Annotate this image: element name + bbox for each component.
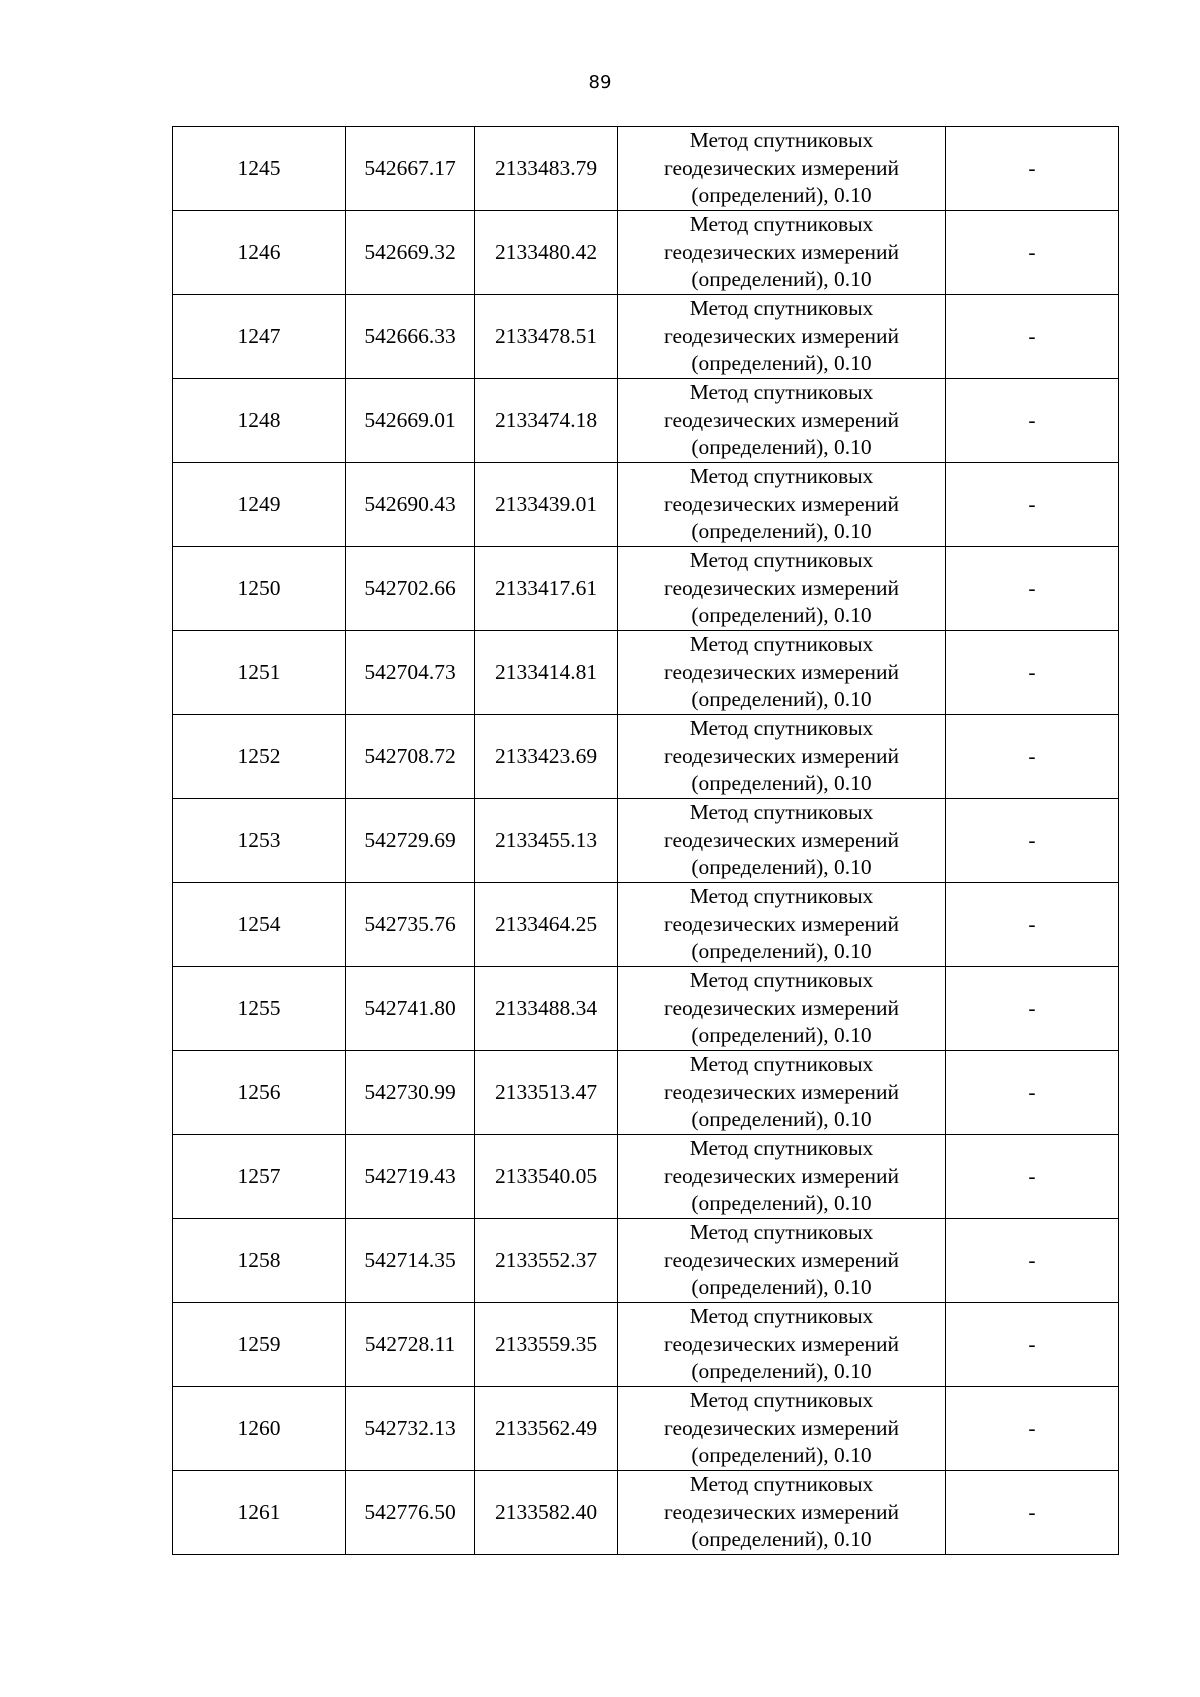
y-coordinate-cell: 2133423.69 <box>475 715 618 799</box>
table-row <box>173 547 1119 631</box>
point-number-cell: 1249 <box>173 463 346 547</box>
table-row <box>173 127 1119 211</box>
y-coordinate-cell: 2133478.51 <box>475 295 618 379</box>
method-accuracy-cell: Метод спутниковых геодезических измерений (определений), 0.10 <box>618 1219 946 1303</box>
description-cell: - <box>946 631 1119 715</box>
table-row <box>173 1219 1119 1303</box>
y-coordinate-cell: 2133488.34 <box>475 967 618 1051</box>
description-cell: - <box>946 967 1119 1051</box>
method-accuracy-cell: Метод спутниковых геодезических измерений (определений), 0.10 <box>618 1135 946 1219</box>
method-accuracy-cell: Метод спутниковых геодезических измерений (определений), 0.10 <box>618 127 946 211</box>
y-coordinate-cell: 2133464.25 <box>475 883 618 967</box>
method-accuracy-cell: Метод спутниковых геодезических измерений (определений), 0.10 <box>618 967 946 1051</box>
y-coordinate-cell: 2133540.05 <box>475 1135 618 1219</box>
y-coordinate-cell: 2133439.01 <box>475 463 618 547</box>
x-coordinate-cell: 542704.73 <box>346 631 475 715</box>
method-accuracy-cell: Метод спутниковых геодезических измерений (определений), 0.10 <box>618 1051 946 1135</box>
y-coordinate-cell: 2133552.37 <box>475 1219 618 1303</box>
page-number: 89 <box>588 72 612 93</box>
description-cell: - <box>946 1219 1119 1303</box>
x-coordinate-cell: 542702.66 <box>346 547 475 631</box>
point-number-cell: 1252 <box>173 715 346 799</box>
x-coordinate-cell: 542776.50 <box>346 1471 475 1555</box>
point-number-cell: 1247 <box>173 295 346 379</box>
table-row <box>173 715 1119 799</box>
table-row <box>173 379 1119 463</box>
point-number-cell: 1248 <box>173 379 346 463</box>
method-accuracy-cell: Метод спутниковых геодезических измерений (определений), 0.10 <box>618 715 946 799</box>
method-accuracy-cell: Метод спутниковых геодезических измерений (определений), 0.10 <box>618 1303 946 1387</box>
point-number-cell: 1251 <box>173 631 346 715</box>
description-cell: - <box>946 1303 1119 1387</box>
method-accuracy-cell: Метод спутниковых геодезических измерений (определений), 0.10 <box>618 1471 946 1555</box>
x-coordinate-cell: 542719.43 <box>346 1135 475 1219</box>
table-row <box>173 1303 1119 1387</box>
y-coordinate-cell: 2133455.13 <box>475 799 618 883</box>
table-row <box>173 631 1119 715</box>
x-coordinate-cell: 542728.11 <box>346 1303 475 1387</box>
x-coordinate-cell: 542708.72 <box>346 715 475 799</box>
description-cell: - <box>946 883 1119 967</box>
method-accuracy-cell: Метод спутниковых геодезических измерений (определений), 0.10 <box>618 1387 946 1471</box>
x-coordinate-cell: 542690.43 <box>346 463 475 547</box>
y-coordinate-cell: 2133474.18 <box>475 379 618 463</box>
method-accuracy-cell: Метод спутниковых геодезических измерений (определений), 0.10 <box>618 379 946 463</box>
x-coordinate-cell: 542741.80 <box>346 967 475 1051</box>
table-row <box>173 463 1119 547</box>
table-row <box>173 883 1119 967</box>
x-coordinate-cell: 542666.33 <box>346 295 475 379</box>
y-coordinate-cell: 2133513.47 <box>475 1051 618 1135</box>
x-coordinate-cell: 542730.99 <box>346 1051 475 1135</box>
method-accuracy-cell: Метод спутниковых геодезических измерений (определений), 0.10 <box>618 883 946 967</box>
description-cell: - <box>946 211 1119 295</box>
point-number-cell: 1257 <box>173 1135 346 1219</box>
method-accuracy-cell: Метод спутниковых геодезических измерений (определений), 0.10 <box>618 463 946 547</box>
description-cell: - <box>946 1135 1119 1219</box>
point-number-cell: 1255 <box>173 967 346 1051</box>
y-coordinate-cell: 2133417.61 <box>475 547 618 631</box>
y-coordinate-cell: 2133480.42 <box>475 211 618 295</box>
x-coordinate-cell: 542732.13 <box>346 1387 475 1471</box>
description-cell: - <box>946 547 1119 631</box>
x-coordinate-cell: 542669.32 <box>346 211 475 295</box>
point-number-cell: 1250 <box>173 547 346 631</box>
table-row <box>173 211 1119 295</box>
x-coordinate-cell: 542667.17 <box>346 127 475 211</box>
description-cell: - <box>946 1051 1119 1135</box>
table-row <box>173 1471 1119 1555</box>
method-accuracy-cell: Метод спутниковых геодезических измерений (определений), 0.10 <box>618 295 946 379</box>
point-number-cell: 1254 <box>173 883 346 967</box>
description-cell: - <box>946 127 1119 211</box>
table-row <box>173 799 1119 883</box>
x-coordinate-cell: 542735.76 <box>346 883 475 967</box>
description-cell: - <box>946 463 1119 547</box>
point-number-cell: 1261 <box>173 1471 346 1555</box>
description-cell: - <box>946 799 1119 883</box>
y-coordinate-cell: 2133559.35 <box>475 1303 618 1387</box>
y-coordinate-cell: 2133483.79 <box>475 127 618 211</box>
method-accuracy-cell: Метод спутниковых геодезических измерений (определений), 0.10 <box>618 799 946 883</box>
table-row <box>173 967 1119 1051</box>
point-number-cell: 1256 <box>173 1051 346 1135</box>
x-coordinate-cell: 542729.69 <box>346 799 475 883</box>
description-cell: - <box>946 715 1119 799</box>
point-number-cell: 1246 <box>173 211 346 295</box>
y-coordinate-cell: 2133562.49 <box>475 1387 618 1471</box>
y-coordinate-cell: 2133414.81 <box>475 631 618 715</box>
table-row <box>173 1387 1119 1471</box>
x-coordinate-cell: 542669.01 <box>346 379 475 463</box>
coordinates-table <box>172 126 1119 1555</box>
description-cell: - <box>946 1471 1119 1555</box>
description-cell: - <box>946 295 1119 379</box>
coordinates-table-body <box>173 127 1119 1555</box>
x-coordinate-cell: 542714.35 <box>346 1219 475 1303</box>
method-accuracy-cell: Метод спутниковых геодезических измерений (определений), 0.10 <box>618 547 946 631</box>
method-accuracy-cell: Метод спутниковых геодезических измерений (определений), 0.10 <box>618 631 946 715</box>
table-row <box>173 1135 1119 1219</box>
y-coordinate-cell: 2133582.40 <box>475 1471 618 1555</box>
description-cell: - <box>946 1387 1119 1471</box>
point-number-cell: 1260 <box>173 1387 346 1471</box>
point-number-cell: 1245 <box>173 127 346 211</box>
table-row <box>173 295 1119 379</box>
table-row <box>173 1051 1119 1135</box>
point-number-cell: 1253 <box>173 799 346 883</box>
description-cell: - <box>946 379 1119 463</box>
method-accuracy-cell: Метод спутниковых геодезических измерений (определений), 0.10 <box>618 211 946 295</box>
point-number-cell: 1259 <box>173 1303 346 1387</box>
point-number-cell: 1258 <box>173 1219 346 1303</box>
